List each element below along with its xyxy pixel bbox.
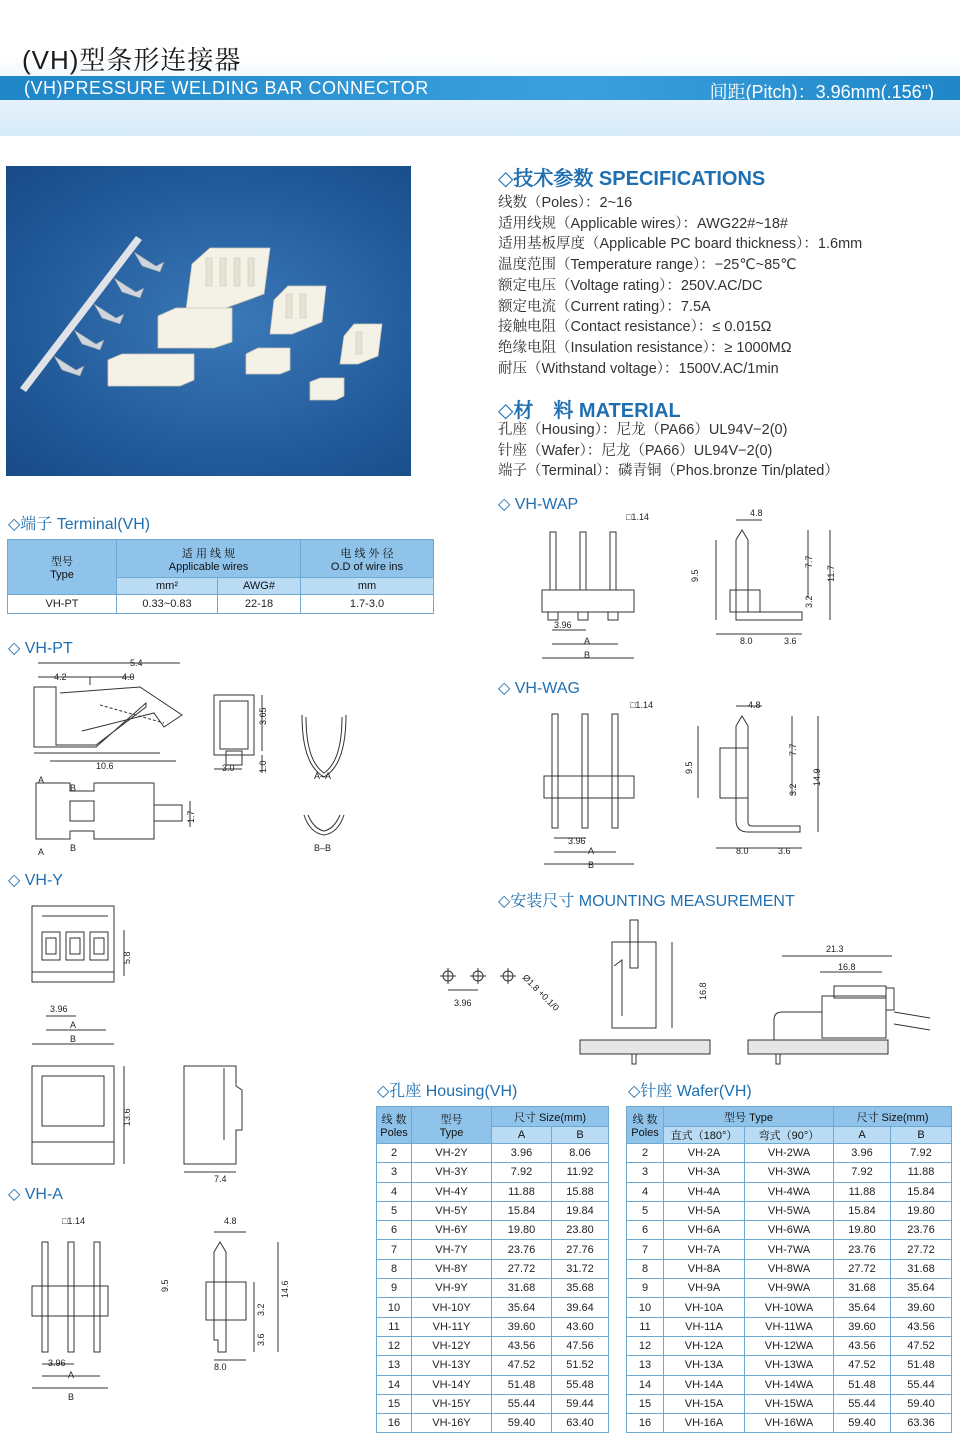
cell: 15 [377, 1394, 412, 1413]
cell: VH-4WA [745, 1182, 834, 1201]
table-row [377, 1298, 609, 1317]
table-row [377, 1336, 609, 1355]
dim-10-6: 10.6 [96, 761, 114, 771]
cell: 7 [377, 1240, 412, 1259]
mounting-drawing [430, 906, 950, 1066]
cell: 27.72 [834, 1259, 891, 1278]
cell: 31.68 [834, 1279, 891, 1298]
specs-title: ◇技术参数 SPECIFICATIONS [498, 168, 766, 190]
cell: 35.64 [492, 1298, 552, 1317]
cell: 2 [377, 1144, 412, 1163]
col-awg: AWG# [218, 578, 301, 595]
cell: 11.88 [492, 1182, 552, 1201]
table-row [377, 1356, 609, 1375]
dim-4-0: 4.0 [122, 672, 135, 682]
dim-7-7: 7.7 [804, 555, 814, 568]
label-a: A [70, 1020, 77, 1030]
cell: 14 [377, 1375, 412, 1394]
dim-13-6: 13.6 [122, 1108, 132, 1126]
dim-8-0: 8.0 [740, 636, 753, 646]
cell: 12 [627, 1336, 664, 1355]
dim-3-6: 3.6 [778, 846, 791, 856]
table-row [627, 1336, 952, 1355]
cell: 10 [377, 1298, 412, 1317]
cell: VH-6WA [745, 1221, 834, 1240]
col-mm: mm [301, 578, 434, 595]
cell: 15.84 [834, 1201, 891, 1220]
dim-5-4: 5.4 [130, 658, 143, 668]
dim-3-96: 3.96 [568, 836, 586, 846]
cell: 55.44 [492, 1394, 552, 1413]
cell: 7.92 [492, 1163, 552, 1182]
col-type: 型号 Type [8, 540, 117, 595]
dim-1-14: □1.14 [630, 700, 653, 710]
housing-table [376, 1106, 609, 1433]
table-row [377, 1201, 609, 1220]
dim-14-9: 14.9 [812, 768, 822, 786]
mount-dim-16-8-width: 16.8 [838, 962, 856, 972]
cell: 3.96 [834, 1144, 891, 1163]
cell: 0.33~0.83 [117, 595, 218, 614]
material-wafer: 针座（Wafer）：尼龙（PA66）UL94V−2(0) [498, 442, 773, 459]
dim-9-5: 9.5 [160, 1279, 170, 1292]
cell: VH-10WA [745, 1298, 834, 1317]
cell: VH-13Y [412, 1356, 492, 1375]
cell: 3 [627, 1163, 664, 1182]
cell: 47.52 [492, 1356, 552, 1375]
spec-insulation: 绝缘电阻（Insulation resistance）：≥ 1000MΩ [498, 339, 792, 356]
cell: 31.68 [492, 1279, 552, 1298]
cell: 39.60 [492, 1317, 552, 1336]
cell: VH-12A [664, 1336, 745, 1355]
dim-5-8: 5.8 [122, 951, 132, 964]
cell: 4 [377, 1182, 412, 1201]
col-b: B [552, 1127, 609, 1144]
label-b-b: B–B [314, 843, 332, 853]
cell: 51.48 [891, 1356, 952, 1375]
dim-4-8: 4.8 [750, 508, 763, 518]
cell: 23.76 [492, 1240, 552, 1259]
housing-section-title: ◇孔座 Housing(VH) [377, 1083, 518, 1100]
cell: VH-15A [664, 1394, 745, 1413]
material-title: ◇材 料 MATERIAL [498, 400, 681, 422]
cell: 8.06 [552, 1144, 609, 1163]
cell: 11.92 [552, 1163, 609, 1182]
cell: VH-9Y [412, 1279, 492, 1298]
col-angle: 弯式（90°） [745, 1127, 834, 1144]
cell: VH-PT [8, 595, 117, 614]
dim-3-0: 3.0 [222, 763, 235, 773]
cell: VH-6Y [412, 1221, 492, 1240]
cell: 47.52 [891, 1336, 952, 1355]
col-type: 型号 Type [412, 1107, 492, 1144]
cell: 47.56 [552, 1336, 609, 1355]
spec-board: 适用基板厚度（Applicable PC board thickness）：1.6mm [498, 236, 863, 253]
cell: VH-11WA [745, 1317, 834, 1336]
col-wires: 适 用 线 规 Applicable wires [117, 540, 301, 578]
cell: 10 [627, 1298, 664, 1317]
cell: VH-15WA [745, 1394, 834, 1413]
table-row [8, 595, 434, 614]
cell: VH-4Y [412, 1182, 492, 1201]
col-mm2: mm² [117, 578, 218, 595]
cell: 13 [377, 1356, 412, 1375]
cell: 15.88 [552, 1182, 609, 1201]
label-b: B [584, 650, 591, 660]
dim-3-96: 3.96 [554, 620, 572, 630]
cell: VH-8WA [745, 1259, 834, 1278]
dim-11-7: 11.7 [826, 565, 836, 582]
cell: 7.92 [891, 1144, 952, 1163]
table-row [377, 1221, 609, 1240]
table-row [627, 1201, 952, 1220]
cell: 13 [627, 1356, 664, 1375]
col-size: 尺寸 Size(mm) [492, 1107, 609, 1127]
cell: 43.56 [834, 1336, 891, 1355]
col-od: 电 线 外 径 O.D of wire ins [301, 540, 434, 578]
cell: VH-16WA [745, 1414, 834, 1433]
dim-14-6: 14.6 [280, 1280, 290, 1298]
table-row [627, 1375, 952, 1394]
cell: VH-3A [664, 1163, 745, 1182]
table-row [377, 1182, 609, 1201]
vh-wag-section-title: ◇ VH-WAG [498, 680, 580, 697]
cell: 47.52 [834, 1356, 891, 1375]
dim-9-5: 9.5 [690, 569, 700, 582]
dim-4-2: 4.2 [54, 672, 67, 682]
cell: 9 [377, 1279, 412, 1298]
label-a-a: A–A [314, 771, 332, 781]
vh-a-drawing [28, 1212, 348, 1422]
col-b: B [891, 1127, 952, 1144]
cell: 43.56 [891, 1317, 952, 1336]
dim-7-4: 7.4 [214, 1174, 227, 1184]
cell: VH-10A [664, 1298, 745, 1317]
label-a: A [68, 1370, 75, 1380]
cell: 2 [627, 1144, 664, 1163]
dim-8-0: 8.0 [214, 1362, 227, 1372]
cell: 55.44 [891, 1375, 952, 1394]
page-header [0, 0, 960, 136]
cell: 35.64 [834, 1298, 891, 1317]
cell: VH-16Y [412, 1414, 492, 1433]
cell: 19.84 [552, 1201, 609, 1220]
dim-3-2: 3.2 [788, 783, 798, 796]
dim-7-7: 7.7 [788, 743, 798, 756]
spec-poles: 线数（Poles）：2~16 [498, 195, 633, 211]
pitch-label: 间距(Pitch)：3.96mm(.156") [709, 82, 934, 102]
table-row [377, 1144, 609, 1163]
cell: VH-2WA [745, 1144, 834, 1163]
label-a: A [584, 636, 591, 646]
cell: 23.76 [834, 1240, 891, 1259]
dim-8-0: 8.0 [736, 846, 749, 856]
cell: 63.36 [891, 1414, 952, 1433]
terminal-table [7, 539, 434, 614]
cell: 11.88 [834, 1182, 891, 1201]
cell: VH-5A [664, 1201, 745, 1220]
cell: 1.7-3.0 [301, 595, 434, 614]
mount-dim-3-96: 3.96 [454, 998, 472, 1008]
cell: 8 [377, 1259, 412, 1278]
specs-list [498, 193, 862, 379]
cell: VH-13A [664, 1356, 745, 1375]
mount-dim-21-3: 21.3 [826, 944, 844, 954]
vh-pt-section-title: ◇ VH-PT [8, 640, 73, 657]
cell: VH-11A [664, 1317, 745, 1336]
label-b: B [70, 1034, 77, 1044]
col-size: 尺寸 Size(mm) [834, 1107, 952, 1127]
cell: 59.44 [552, 1394, 609, 1413]
cell: VH-14A [664, 1375, 745, 1394]
material-terminal: 端子（Terminal）：磷青铜（Phos.bronze Tin/plated） [498, 463, 839, 480]
cell: 15.84 [891, 1182, 952, 1201]
vh-y-section-title: ◇ VH-Y [8, 872, 63, 889]
cell: VH-5WA [745, 1201, 834, 1220]
cell: 11.88 [891, 1163, 952, 1182]
col-poles: 线 数 Poles [627, 1107, 664, 1144]
table-row [627, 1240, 952, 1259]
col-poles: 线 数 Poles [377, 1107, 412, 1144]
mount-dim-16-8-height: 16.8 [698, 982, 708, 1000]
cell: VH-10Y [412, 1298, 492, 1317]
vh-wag-drawing [530, 698, 860, 868]
spec-voltage: 额定电压（Voltage rating）：250V.AC/DC [498, 277, 763, 294]
cell: VH-2A [664, 1144, 745, 1163]
cell: 35.68 [552, 1279, 609, 1298]
table-row [627, 1163, 952, 1182]
terminal-section-title: ◇端子 Terminal(VH) [8, 516, 151, 533]
cell: 5 [377, 1201, 412, 1220]
product-photo [6, 166, 411, 476]
label-b-bottom: B [70, 843, 77, 853]
table-row [377, 1279, 609, 1298]
dim-3-2: 3.2 [256, 1303, 266, 1316]
cell: 16 [627, 1414, 664, 1433]
cell: VH-7A [664, 1240, 745, 1259]
cell: 27.72 [492, 1259, 552, 1278]
dim-4-8: 4.8 [748, 700, 761, 710]
cell: 11 [627, 1317, 664, 1336]
spec-contact: 接触电阻（Contact resistance）：≤ 0.015Ω [498, 319, 772, 336]
label-a: A [588, 846, 595, 856]
title-bar [0, 76, 960, 100]
col-a: A [834, 1127, 891, 1144]
cell: 22-18 [218, 595, 301, 614]
cell: 59.40 [834, 1414, 891, 1433]
cell: 8 [627, 1259, 664, 1278]
cell: 39.60 [891, 1298, 952, 1317]
cell: VH-6A [664, 1221, 745, 1240]
table-row [627, 1356, 952, 1375]
table-row [627, 1182, 952, 1201]
dim-3-6: 3.6 [784, 636, 797, 646]
wafer-table [626, 1106, 952, 1433]
table-row [377, 1375, 609, 1394]
cell: 7 [627, 1240, 664, 1259]
table-row [627, 1394, 952, 1413]
label-b: B [588, 860, 595, 870]
cell: VH-12WA [745, 1336, 834, 1355]
cell: 51.48 [834, 1375, 891, 1394]
vh-y-drawing [28, 902, 288, 1182]
dim-3-65: 3.65 [258, 707, 268, 725]
cell: 14 [627, 1375, 664, 1394]
table-row [377, 1317, 609, 1336]
dim-9-5: 9.5 [684, 761, 694, 774]
cell: 23.80 [552, 1221, 609, 1240]
cell: 5 [627, 1201, 664, 1220]
spec-withstand: 耐压（Withstand voltage）：1500V.AC/1min [498, 360, 779, 377]
cell: 27.72 [891, 1240, 952, 1259]
cell: VH-16A [664, 1414, 745, 1433]
table-row [627, 1259, 952, 1278]
cell: 19.80 [834, 1221, 891, 1240]
cell: 55.44 [834, 1394, 891, 1413]
vh-wap-drawing [530, 510, 860, 660]
cell: 63.40 [552, 1414, 609, 1433]
cell: VH-2Y [412, 1144, 492, 1163]
cell: VH-13WA [745, 1356, 834, 1375]
cell: VH-4A [664, 1182, 745, 1201]
cell: VH-9A [664, 1279, 745, 1298]
wafer-section-title: ◇针座 Wafer(VH) [628, 1083, 752, 1100]
dim-4-8: 4.8 [224, 1216, 237, 1226]
col-straight: 直式（180°） [664, 1127, 745, 1144]
col-a: A [492, 1127, 552, 1144]
table-row [627, 1279, 952, 1298]
col-type: 型号 Type [664, 1107, 834, 1127]
page-title: (VH)型条形连接器 [22, 45, 242, 75]
label-b: B [68, 1392, 75, 1402]
page-subtitle: (VH)PRESSURE WELDING BAR CONNECTOR [24, 78, 429, 98]
table-row [627, 1317, 952, 1336]
cell: 19.80 [492, 1221, 552, 1240]
dim-3-96: 3.96 [48, 1358, 66, 1368]
spec-temp: 温度范围（Temperature range）：−25℃~85℃ [498, 257, 797, 274]
vh-a-section-title: ◇ VH-A [8, 1186, 63, 1203]
cell: 12 [377, 1336, 412, 1355]
cell: 43.60 [552, 1317, 609, 1336]
label-b-top: B [70, 783, 77, 793]
material-housing: 孔座（Housing）：尼龙（PA66）UL94V−2(0) [498, 422, 788, 438]
cell: 9 [627, 1279, 664, 1298]
table-row [377, 1163, 609, 1182]
cell: VH-8Y [412, 1259, 492, 1278]
cell: 35.64 [891, 1279, 952, 1298]
cell: 39.64 [552, 1298, 609, 1317]
dim-1-0: 1.0 [258, 760, 268, 773]
cell: VH-7WA [745, 1240, 834, 1259]
cell: 51.48 [492, 1375, 552, 1394]
cell: VH-3WA [745, 1163, 834, 1182]
cell: VH-9WA [745, 1279, 834, 1298]
cell: 7.92 [834, 1163, 891, 1182]
table-row [627, 1298, 952, 1317]
cell: 3 [377, 1163, 412, 1182]
cell: VH-14Y [412, 1375, 492, 1394]
cell: 31.68 [891, 1259, 952, 1278]
dim-3-2: 3.2 [804, 595, 814, 608]
mount-dim-hole: Ø1.8 +0.1/0 [520, 972, 562, 1013]
dim-1-7: 1.7 [186, 810, 196, 823]
cell: 55.48 [552, 1375, 609, 1394]
cell: VH-8A [664, 1259, 745, 1278]
spec-wires: 适用线规（Applicable wires）：AWG22#~18# [498, 215, 788, 232]
dim-1-14: □1.14 [62, 1216, 85, 1226]
cell: 6 [377, 1221, 412, 1240]
cell: 6 [627, 1221, 664, 1240]
cell: 31.72 [552, 1259, 609, 1278]
cell: 51.52 [552, 1356, 609, 1375]
cell: 59.40 [891, 1394, 952, 1413]
cell: VH-7Y [412, 1240, 492, 1259]
cell: 3.96 [492, 1144, 552, 1163]
table-row [627, 1414, 952, 1433]
material-list [498, 420, 839, 482]
cell: 16 [377, 1414, 412, 1433]
cell: VH-15Y [412, 1394, 492, 1413]
cell: VH-14WA [745, 1375, 834, 1394]
vh-wap-section-title: ◇ VH-WAP [498, 496, 579, 513]
cell: 43.56 [492, 1336, 552, 1355]
label-a-top: A [38, 775, 45, 785]
dim-3-6: 3.6 [256, 1333, 266, 1346]
table-row [377, 1259, 609, 1278]
table-row [377, 1394, 609, 1413]
cell: 15.84 [492, 1201, 552, 1220]
cell: 11 [377, 1317, 412, 1336]
cell: VH-11Y [412, 1317, 492, 1336]
dim-1-14: □1.14 [626, 512, 649, 522]
table-row [627, 1144, 952, 1163]
table-row [627, 1221, 952, 1240]
label-a-bottom: A [38, 847, 45, 857]
cell: VH-12Y [412, 1336, 492, 1355]
table-row [377, 1240, 609, 1259]
mounting-section-title: ◇安装尺寸 MOUNTING MEASUREMENT [498, 893, 795, 910]
cell: 27.76 [552, 1240, 609, 1259]
cell: VH-3Y [412, 1163, 492, 1182]
housing-illustrations [108, 248, 382, 400]
cell: 59.40 [492, 1414, 552, 1433]
cell: 19.80 [891, 1201, 952, 1220]
dim-3-96: 3.96 [50, 1004, 68, 1014]
vh-pt-drawing [30, 655, 390, 855]
cell: 4 [627, 1182, 664, 1201]
cell: 39.60 [834, 1317, 891, 1336]
spec-current: 额定电流（Current rating）：7.5A [498, 298, 711, 315]
cell: VH-5Y [412, 1201, 492, 1220]
cell: 15 [627, 1394, 664, 1413]
cell: 23.76 [891, 1221, 952, 1240]
table-row [377, 1414, 609, 1433]
